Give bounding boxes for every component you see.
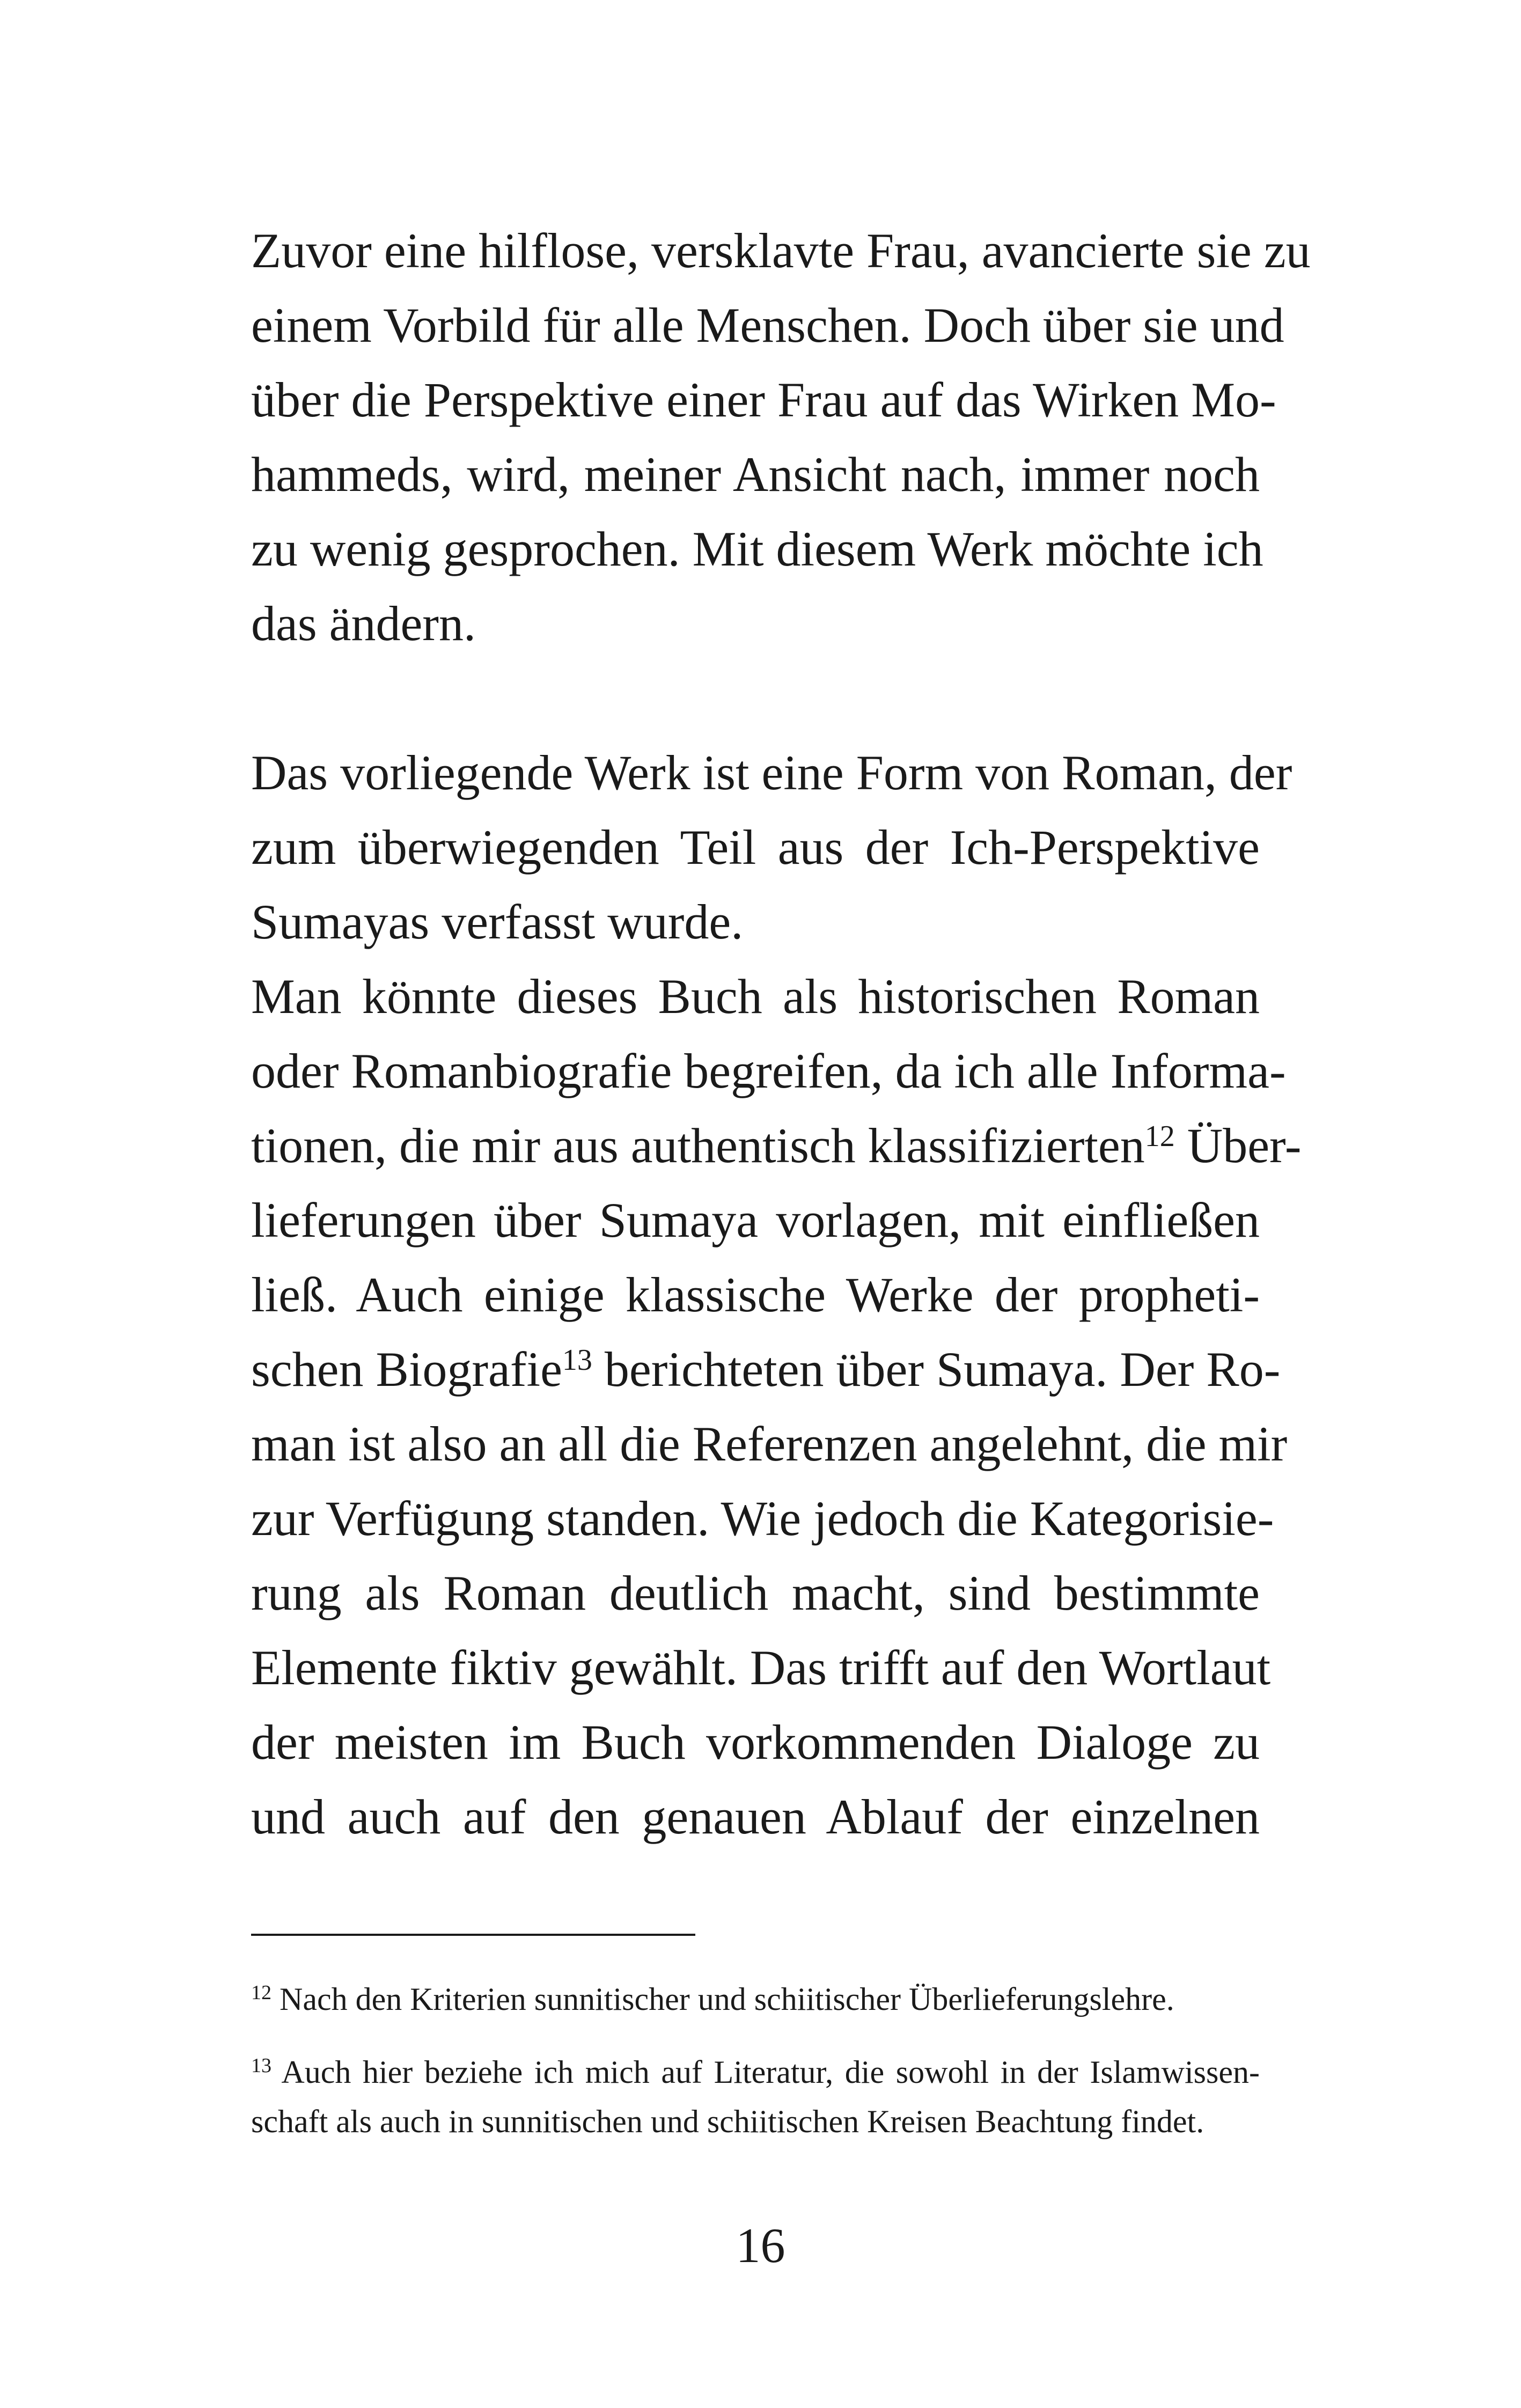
- text-line: über die Perspektive einer Frau auf das Wirken Mo-: [251, 372, 1276, 427]
- text-line: und auch auf den genauen Ablauf der einzelnen: [251, 1789, 1260, 1844]
- text-line: das ändern.: [251, 596, 476, 651]
- text-fragment: schen Biografie: [251, 1342, 562, 1397]
- footnote-text: Auch hier beziehe ich mich auf Literatur, die sowohl in der Islamwissen-: [281, 2054, 1260, 2090]
- paragraph-gap: [251, 661, 1260, 736]
- footnote-line: [251, 1974, 1260, 2024]
- paragraph-1: [251, 214, 1311, 661]
- text-line: [251, 1332, 1281, 1407]
- paragraph-2: [251, 736, 1292, 959]
- text-fragment: tionen, die mir aus authentisch klassifizierten: [251, 1118, 1145, 1173]
- text-line: zur Verfügung standen. Wie jedoch die Kategorisie-: [251, 1491, 1274, 1546]
- text-fragment: berichteten über Sumaya. Der Ro-: [592, 1342, 1281, 1397]
- main-text: [251, 214, 1311, 1854]
- footnote-number: 12: [251, 1981, 271, 2004]
- text-line: [251, 1108, 1302, 1183]
- paragraph-3: [251, 959, 1302, 1854]
- text-line: lieferungen über Sumaya vorlagen, mit einfließen: [251, 1193, 1260, 1247]
- text-line: rung als Roman deutlich macht, sind bestimmte: [251, 1566, 1260, 1620]
- footnote-12: [251, 1974, 1260, 2024]
- footnote-number: 13: [251, 2054, 271, 2077]
- footnote-line: [251, 2047, 1260, 2097]
- text-line: Zuvor eine hilflose, versklavte Frau, avancierte sie zu: [251, 223, 1311, 278]
- page-number: 16: [736, 2218, 785, 2273]
- text-line: zum überwiegenden Teil aus der Ich-Perspektive: [251, 820, 1260, 875]
- footnote-line: schaft als auch in sunnitischen und schiitischen Kreisen Beachtung findet.: [251, 2104, 1204, 2139]
- text-line: Elemente fiktiv gewählt. Das trifft auf den Wortlaut: [251, 1640, 1271, 1695]
- text-line: oder Romanbiografie begreifen, da ich alle Informa-: [251, 1044, 1286, 1098]
- text-line: ließ. Auch einige klassische Werke der propheti-: [251, 1267, 1260, 1322]
- text-line: man ist also an all die Referenzen angelehnt, die mir: [251, 1416, 1288, 1471]
- text-line: Sumayas verfasst wurde.: [251, 894, 744, 949]
- text-line: Das vorliegende Werk ist eine Form von Roman, der: [251, 745, 1292, 800]
- text-line: einem Vorbild für alle Menschen. Doch über sie und: [251, 298, 1284, 353]
- footnotes: [251, 1974, 1260, 2146]
- footnote-divider: [251, 1934, 695, 1936]
- footnote-13: [251, 2047, 1260, 2146]
- footnote-ref-12[interactable]: 12: [1144, 1120, 1175, 1153]
- text-line: der meisten im Buch vorkommenden Dialoge zu: [251, 1715, 1260, 1770]
- text-line: zu wenig gesprochen. Mit diesem Werk möchte ich: [251, 522, 1263, 576]
- footnote-gap: [251, 2024, 1260, 2047]
- text-line: hammeds, wird, meiner Ansicht nach, immer noch: [251, 447, 1260, 502]
- footnote-text: Nach den Kriterien sunnitischer und schiitischer Überlieferungslehre.: [280, 1981, 1174, 2017]
- text-fragment: Über-: [1174, 1118, 1302, 1173]
- text-line: Man könnte dieses Buch als historischen Roman: [251, 969, 1260, 1024]
- footnote-ref-13[interactable]: 13: [562, 1344, 592, 1377]
